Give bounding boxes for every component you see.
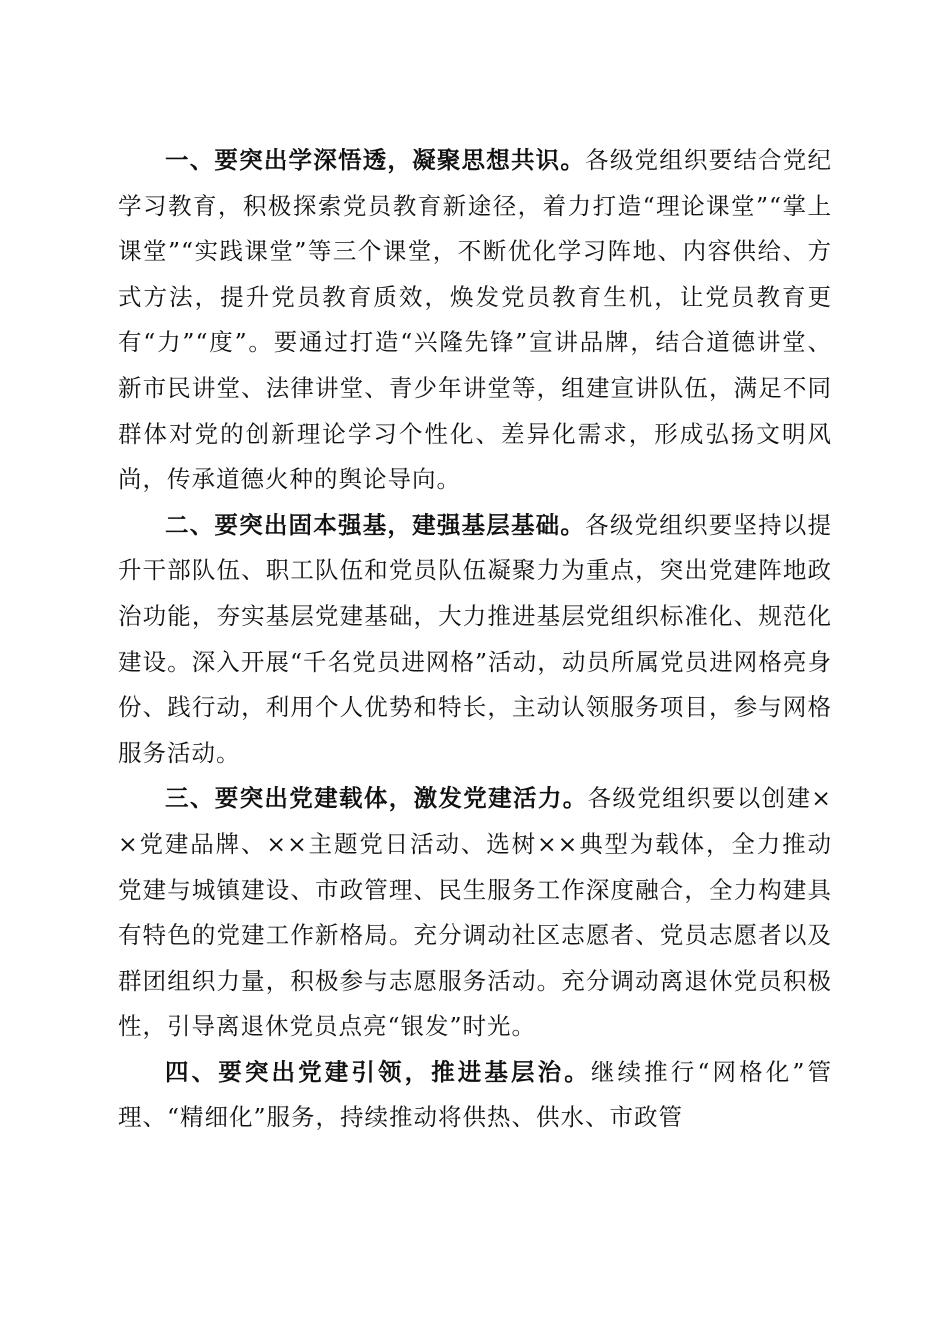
paragraph-4-text: 继续推行“网格化”管理、“精细化”服务，持续推动将供热、供水、市政管 — [118, 1057, 833, 1132]
paragraph-4-heading: 四、要突出党建引领，推进基层治。 — [165, 1057, 591, 1086]
paragraph-3-text: 各级党组织要以创建××党建品牌、××主题党日活动、选树××典型为载体，全力推动党建与城镇建设、市政管理、民生服务工作深度融合，全力构建具有特色的党建工作新格局。充分调动社区志愿者、党员志愿者以及群团组织力量，积极参与志愿服务活动。充分调动离退休党员积极性，引导离退休党员点亮“银发”时光。 — [118, 784, 832, 1041]
paragraph-2 — [118, 503, 832, 777]
paragraph-1 — [118, 138, 832, 503]
document-body — [118, 138, 832, 1141]
paragraph-3 — [118, 776, 832, 1050]
paragraph-2-heading: 二、要突出固本强基，建强基层基础。 — [165, 510, 586, 539]
paragraph-2-text: 各级党组织要坚持以提升干部队伍、职工队伍和党员队伍凝聚力为重点，突出党建阵地政治功能，夯实基层党建基础，大力推进基层党组织标准化、规范化建设。深入开展“千名党员进网格”活动，动员所属党员进网格亮身份、践行动，利用个人优势和特长，主动认领服务项目，参与网格服务活动。 — [118, 510, 833, 767]
paragraph-1-heading: 一、要突出学深悟透，凝聚思想共识。 — [165, 146, 586, 174]
paragraph-4 — [118, 1050, 832, 1141]
paragraph-1-text: 各级党组织要结合党纪学习教育，积极探索党员教育新途径，着力打造“理论课堂”“掌上课堂”“实践课堂”等三个课堂，不断优化学习阵地、内容供给、方式方法，提升党员教育质效，焕发党员教育生机，让党员教育更有“力”“度”。要通过打造“兴隆先锋”宣讲品牌，结合道德讲堂、新市民讲堂、法律讲堂、青少年讲堂等，组建宣讲队伍，满足不同群体对党的创新理论学习个性化、差异化需求，形成弘扬文明风尚，传承道德火种的舆论导向。 — [118, 146, 833, 494]
paragraph-3-heading: 三、要突出党建载体，激发党建活力。 — [165, 784, 588, 813]
